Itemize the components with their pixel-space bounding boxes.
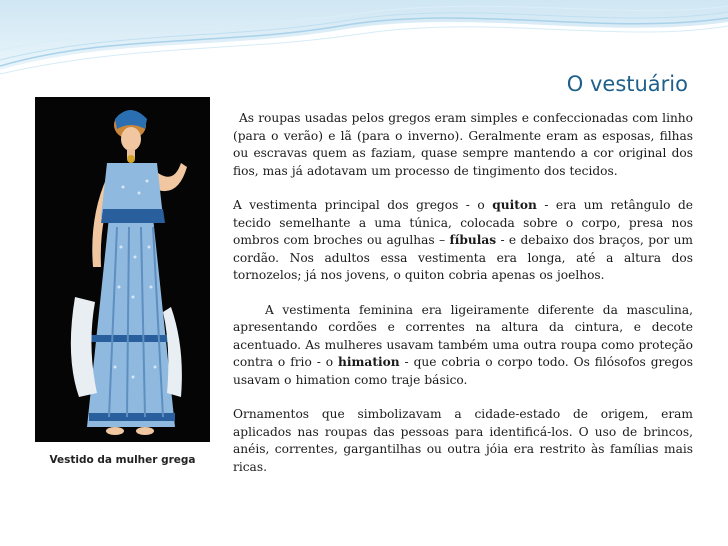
paragraph-quiton-text-a: A vestimenta principal dos gregos - o <box>233 198 493 212</box>
term-quiton: quiton <box>492 198 537 212</box>
term-fibulas: fíbulas <box>449 233 497 247</box>
figure-caption: Vestido da mulher grega <box>49 454 196 466</box>
slide-title: O vestuário <box>566 72 688 96</box>
paragraph-materials: As roupas usadas pelos gregos eram simples e confeccionadas com linho (para o verão) e lã (para o inverno). Geralmente eram as esposas, filhas ou escravas quem as faziam, quase sempre mantendo a cor original dos fios, mas já adotavam um processo de tingimento dos tecidos. <box>233 111 693 178</box>
paragraph-quiton-text-b: - era um retângulo de tecido semelhante a uma túnica, colocada sobre o corpo, presa nos ombros com broches ou agulhas – <box>233 198 693 247</box>
paragraph-himation <box>233 302 693 390</box>
paragraph-himation-text-a: A vestimenta feminina era ligeiramente diferente da masculina, apresentando cordões e correntes na altura da cintura, e decote acentuado. As mulheres usavam também uma outra roupa como proteção contra o frio - o <box>233 302 693 369</box>
paragraph-quiton-text-c: - e debaixo dos braços, por um cordão. Nos adultos essa vestimenta era longa, até a altura dos tornozelos; já nos jovens, o quiton cobria apenas os joelhos. <box>233 233 693 282</box>
paragraph-quiton <box>233 197 693 285</box>
term-himation: himation <box>338 355 400 369</box>
paragraph-ornaments: Ornamentos que simbolizavam a cidade-estado de origem, eram aplicados nas roupas das pessoas para identificá-los. O uso de brincos, anéis, correntes, gargantilhas ou outra jóia era restrito às famílias mais ricas. <box>233 407 693 474</box>
greek-woman-illustration-icon <box>35 97 210 442</box>
figure-image <box>35 97 210 442</box>
paragraph-himation-text-b: - que cobria o corpo todo. Os filósofos gregos usavam o himation como traje básico. <box>233 355 693 387</box>
main-content <box>233 110 693 493</box>
